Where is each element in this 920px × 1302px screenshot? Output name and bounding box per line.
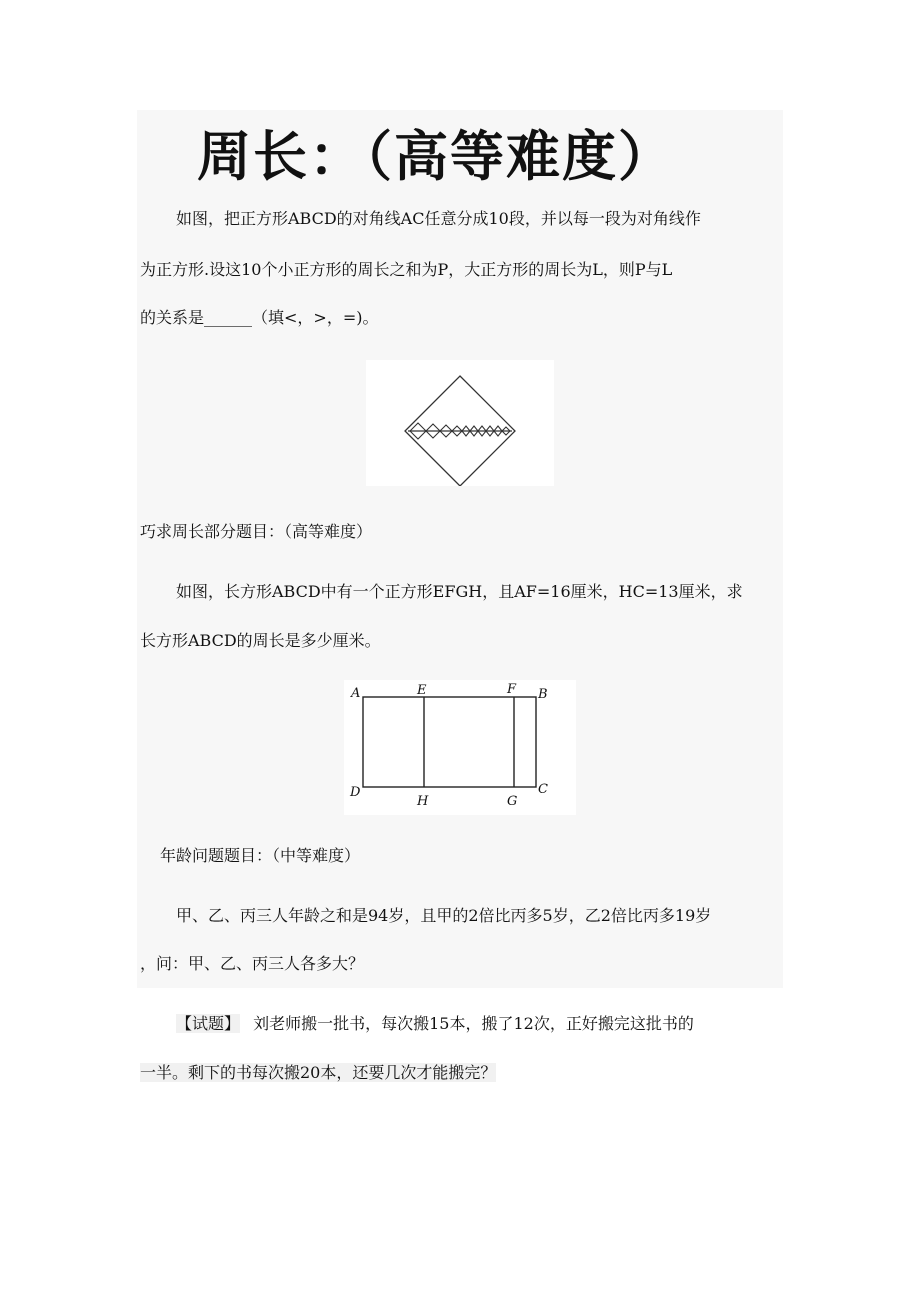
label-B: B — [538, 687, 548, 702]
problem3-line2: ，问：甲、乙、丙三人各多大？ — [140, 954, 365, 973]
label-H: H — [417, 794, 429, 809]
problem4-line2 — [140, 1049, 496, 1097]
problem2-line1: 如图，长方形ABCD中有一个正方形EFGH，且AF=16厘米，HC=13厘米，求 — [176, 582, 743, 601]
label-C: C — [538, 782, 548, 797]
problem4-line1 — [176, 1000, 694, 1048]
label-A: A — [351, 686, 361, 701]
page-title: 周长：（高等难度） — [197, 125, 674, 188]
problem4-text2: 一半。剩下的书每次搬20本，还要几次才能搬完？ — [140, 1063, 497, 1082]
label-G: G — [507, 794, 518, 809]
problem3-line1: 甲、乙、丙三人年龄之和是94岁，且甲的2倍比丙多5岁，乙2倍比丙多19岁 — [176, 906, 712, 925]
label-F: F — [507, 682, 517, 697]
problem1-line2: 为正方形.设这10个小正方形的周长之和为P，大正方形的周长为L，则P与L — [140, 260, 673, 279]
problem1-line1: 如图，把正方形ABCD的对角线AC任意分成10段，并以每一段为对角线作 — [176, 209, 701, 228]
problem2-line2: 长方形ABCD的周长是多少厘米。 — [140, 631, 381, 650]
problem1-line3: 的关系是______（填<，>，=)。 — [140, 308, 379, 327]
problem4-text1: 刘老师搬一批书，每次搬15本，搬了12次，正好搬完这批书的 — [253, 1014, 694, 1033]
problem4-tag: 【试题】 — [176, 1014, 241, 1033]
label-D: D — [350, 785, 361, 800]
section-heading-perimeter: 巧求周长部分题目：（高等难度） — [140, 522, 373, 541]
age-section-heading: 年龄问题题目：（中等难度） — [160, 846, 361, 865]
label-E: E — [417, 683, 427, 698]
rectangle-figure — [344, 680, 576, 815]
diagonal-squares-figure — [366, 360, 554, 486]
